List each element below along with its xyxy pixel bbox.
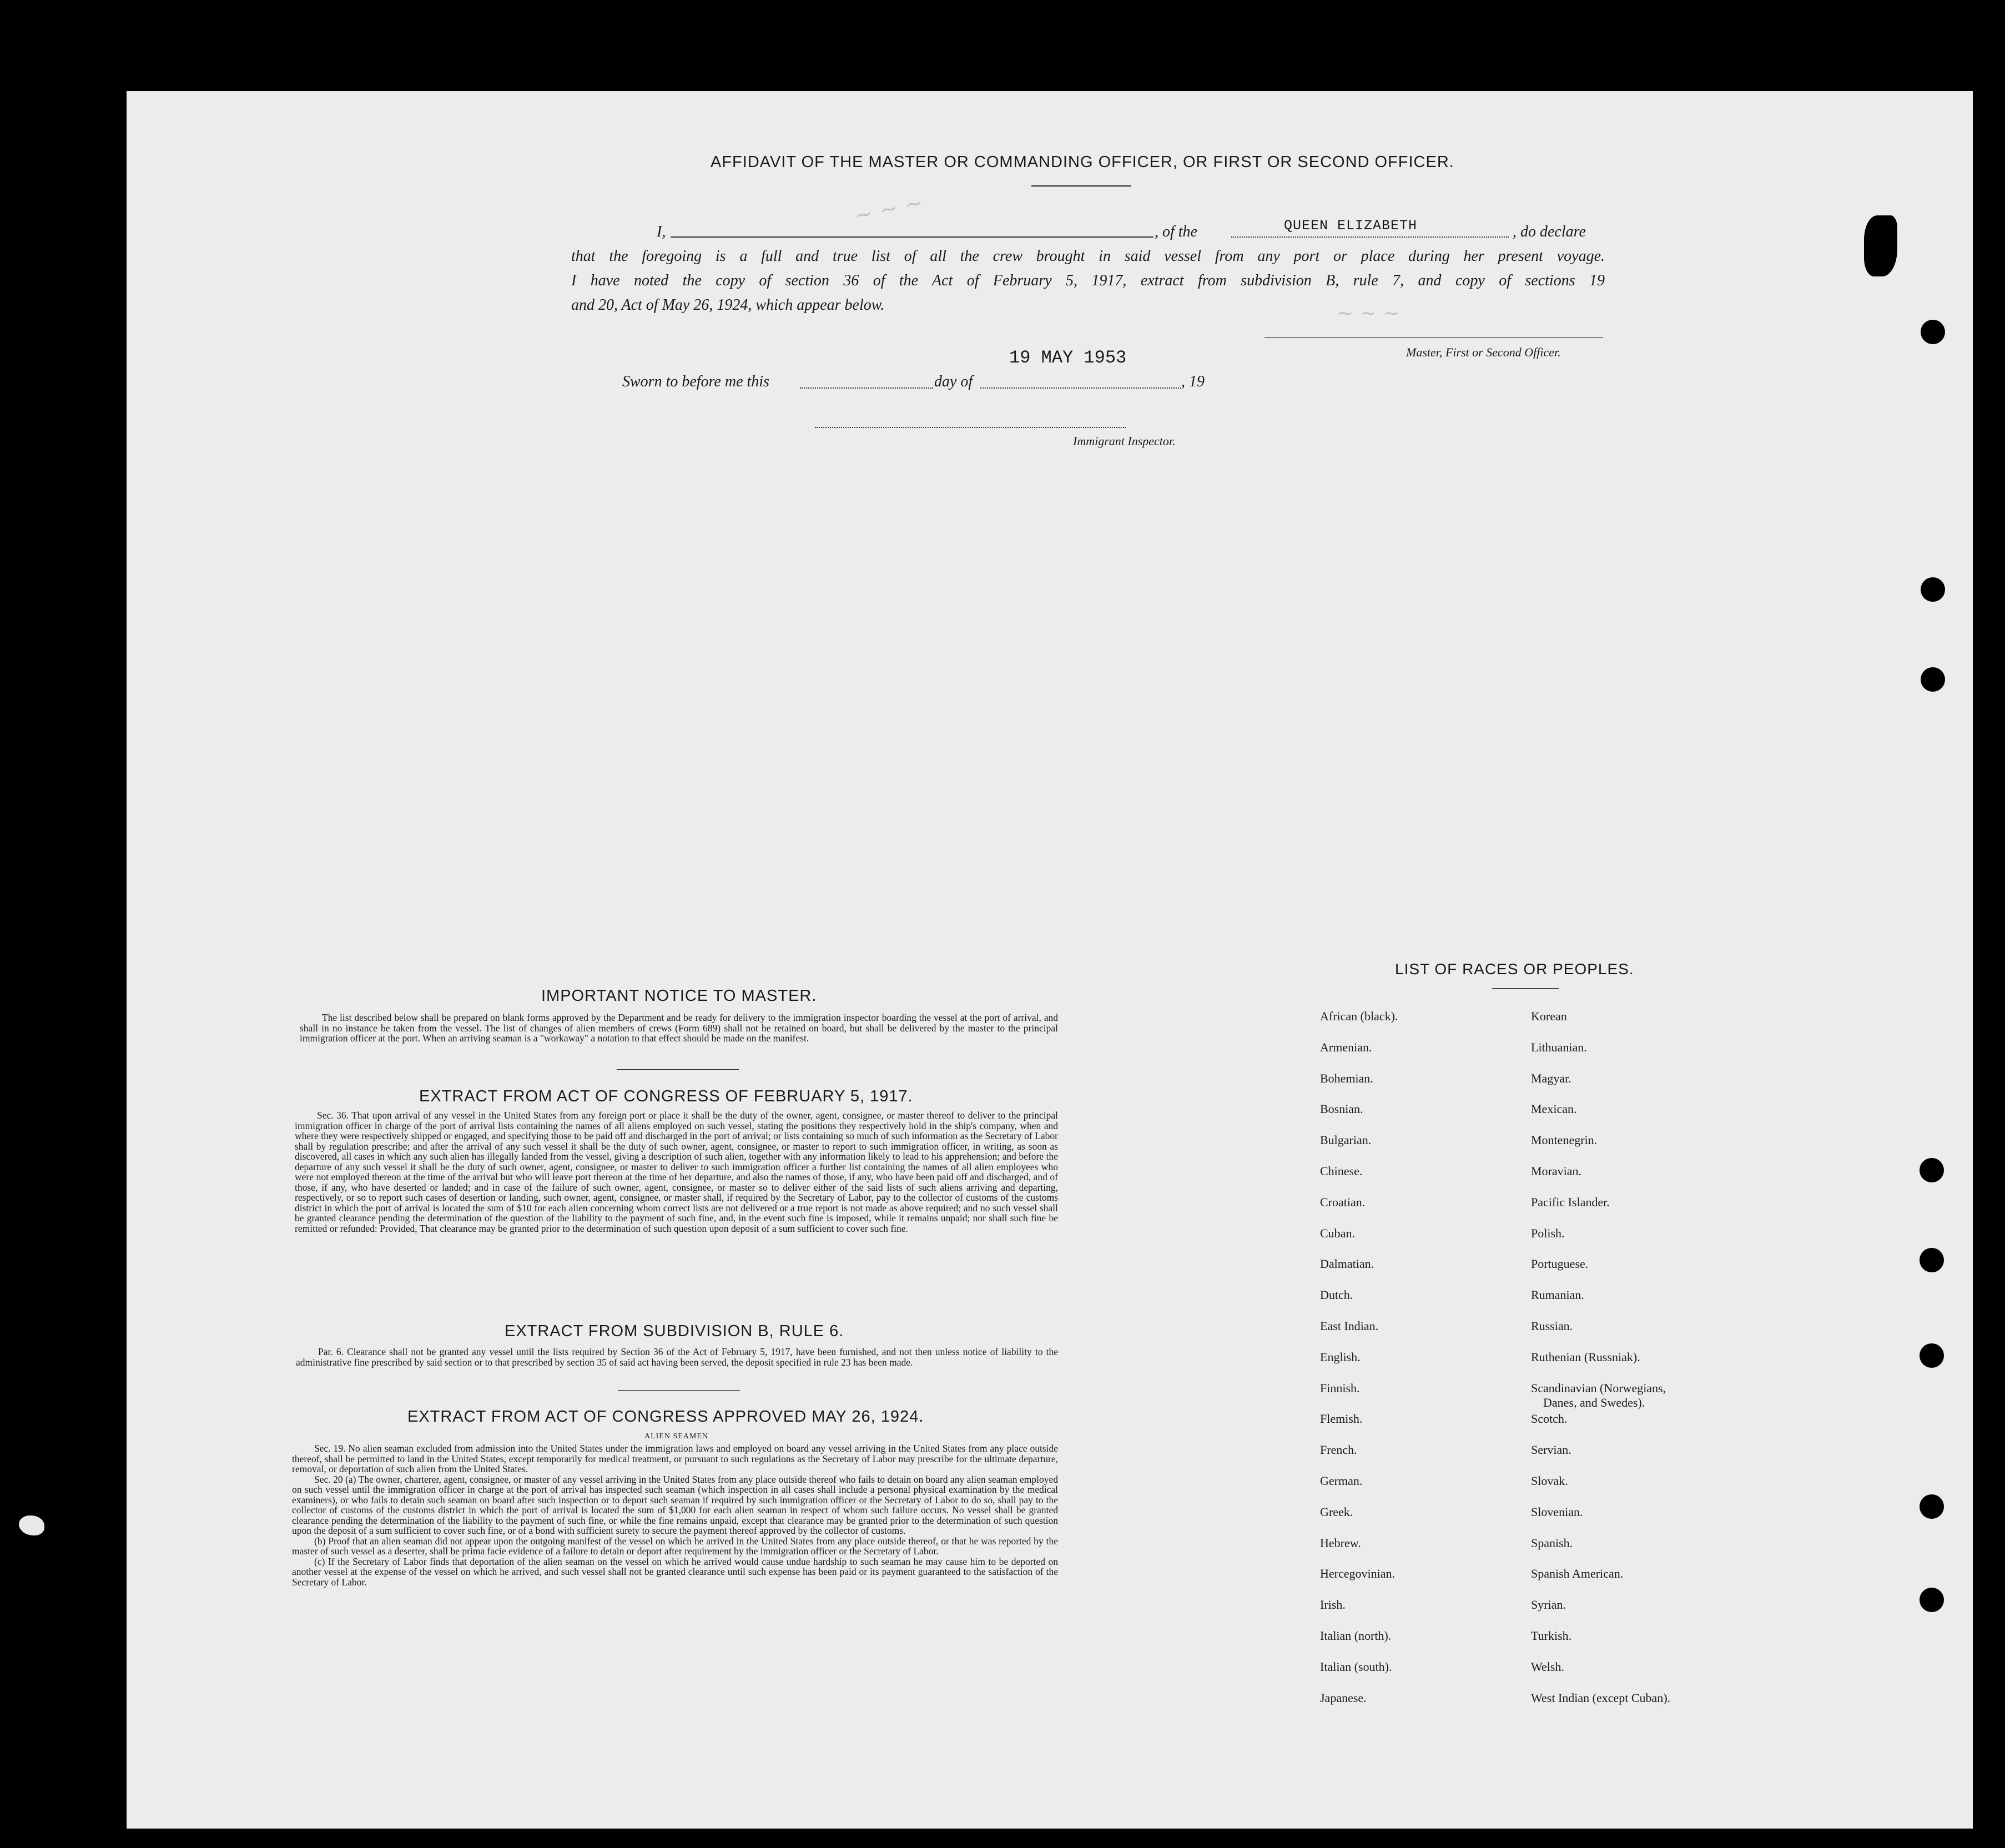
race-item: Pacific Islander. <box>1531 1195 1610 1209</box>
rule-6-body: Par. 6. Clearance shall not be granted any vessel until the lists required by Section 36 of the Act of February 5, 1917, have been furnished, and not then unless notice of liability to the administrative fine prescribed by said section or to that prescribed by section 35 of said act having been served, the deposit specified in rule 23 has been made. <box>296 1346 1058 1368</box>
paper-scrap <box>19 1515 44 1535</box>
binder-hole <box>1920 1158 1944 1182</box>
race-item: Hercegovinian. <box>1320 1567 1395 1581</box>
race-item: African (black). <box>1320 1009 1398 1023</box>
race-item: West Indian (except Cuban). <box>1531 1690 1671 1705</box>
declaration-line-3: I have noted the copy of section 36 of the Act of February 5, 1917, extract from subdivision B, rule 7, and copy of sections 19 <box>571 272 1605 289</box>
master-signature: ~ ~ ~ <box>852 189 926 229</box>
race-item: Portuguese. <box>1531 1257 1589 1271</box>
race-item: Armenian. <box>1320 1040 1372 1054</box>
notice-divider <box>617 1069 739 1070</box>
extract-1924-sec-20c: (c) If the Secretary of Labor finds that deportation of the alien seaman on the vessel on which he arrived would cause undue hardship to such seaman he may cause him to be deported on another vessel at the expense of the vessel on which he arrived, and such vessel shall not be granted clearance until such expense has been paid or its payment guaranteed to the satisfaction of the Secretary of Labor. <box>292 1555 1058 1588</box>
binder-hole <box>1921 667 1945 692</box>
binder-hole <box>1921 320 1945 344</box>
race-item: Slovenian. <box>1531 1504 1583 1519</box>
race-item: Slovak. <box>1531 1474 1568 1488</box>
binder-hole <box>1920 1588 1944 1612</box>
declaration-do-declare: , do declare <box>1513 223 1586 240</box>
race-item: Dutch. <box>1320 1288 1353 1302</box>
rule-6-divider <box>618 1390 740 1391</box>
affidavit-page <box>127 91 1973 1829</box>
races-title: LIST OF RACES OR PEOPLES. <box>1395 960 1634 978</box>
title-underline <box>1031 185 1131 187</box>
race-item: Irish. <box>1320 1598 1346 1612</box>
extract-1924-sec-19: Sec. 19. No alien seaman excluded from admission into the United States under the immigration laws and employed on board any vessel arriving in the United States from any place outside thereof, shall be permitted to land in the United States, except temporarily for medical treatment, or pursuant to such regulations as the Secretary of Labor may prescribe for the ultimate departure, removal, or deportation of such alien from the United States. <box>292 1443 1058 1474</box>
binder-hole <box>1920 1343 1944 1368</box>
alien-seamen-subtitle: ALIEN SEAMEN <box>644 1432 709 1441</box>
name-blank-line <box>671 236 1153 238</box>
race-item: Croatian. <box>1320 1195 1366 1209</box>
sworn-day-of: day of <box>934 373 973 390</box>
race-item: Italian (north). <box>1320 1629 1392 1643</box>
vessel-name: QUEEN ELIZABETH <box>1284 218 1418 234</box>
extract-1924-body <box>292 1443 1058 1587</box>
declaration-line-4: and 20, Act of May 26, 1924, which appear below. <box>571 296 885 314</box>
binder-hole <box>1921 577 1945 602</box>
race-item: Bohemian. <box>1320 1071 1373 1085</box>
race-item: East Indian. <box>1320 1319 1379 1333</box>
race-item: Spanish. <box>1531 1535 1573 1550</box>
race-item: Turkish. <box>1531 1629 1572 1643</box>
sworn-year: , 19 <box>1181 373 1205 390</box>
race-item: Servian. <box>1531 1443 1571 1457</box>
notice-body: The list described below shall be prepared on blank forms approved by the Department and be ready for delivery to the immigration inspector boarding the vessel at the port of arrival, and shall in no instance be taken from the vessel. The list of changes of alien members of crews (Form 689) shall not be retained on board, but shall be delivered by the master to the principal immigration officer at the port. When an arriving seaman is a "workaway" a notation to that effect should be made on the manifest. <box>300 1012 1058 1044</box>
race-item: Dalmatian. <box>1320 1257 1374 1271</box>
race-item: Russian. <box>1531 1319 1573 1333</box>
race-item: Finnish. <box>1320 1381 1360 1395</box>
race-item: Cuban. <box>1320 1226 1355 1240</box>
extract-1917-body: Sec. 36. That upon arrival of any vessel in the United States from any foreign port or place it shall be the duty of the owner, agent, consignee, or master thereof to deliver to the principal immigration officer in charge of the port of arrival lists containing the names of all aliens employed on such vessel, stating the positions they respectively hold in the ship's company, when and where they were respectively shipped or engaged, and specifying those to be paid off and discharged in the port of arrival; or lists containing so much of such information as the Secretary of Labor shall by regulation prescribe; and after the arrival of any such vessel it shall be the duty of such owner, agent, consignee, or master to report to such immigration officer, in writing, as soon as discovered, all cases in which any such alien has illegally landed from the vessel, giving a description of such alien, together with any information likely to lead to his apprehension; and before the departure of any such vessel it shall be the duty of such owner, agent, consignee, or master to deliver to such immigration officer a further list containing the names of all alien employees who were not employed thereon at the time of the arrival but who will leave port thereon at the time of her departure, and also the names of those, if any, who have been paid off and discharged, and of those, if any, who have deserted or landed; and in case of the failure of such owner, agent, consignee, or master so to deliver either of the said lists of such aliens arriving and departing, respectively, or so to report such cases of desertion or landing, such owner, agent, consignee, or master shall, if required by the Secretary of Labor, pay to the collector of customs of the customs district in which the port of arrival is located the sum of $10 for each alien concerning whom correct lists are not delivered or a true report is not made as above required; and no such vessel shall be granted clearance pending the determination of the question of the liability to the payment of such fine, and, in the event such fine is imposed, while it remains unpaid; nor shall such fine be remitted or refunded: Provided, That clearance may be granted prior to the determination of such question upon deposit of a sum sufficient to cover such fine. <box>295 1110 1058 1234</box>
race-item: Welsh. <box>1531 1659 1564 1674</box>
binder-hole <box>1920 1248 1944 1272</box>
race-item: Japanese. <box>1320 1690 1367 1705</box>
race-item: Italian (south). <box>1320 1659 1392 1674</box>
race-item: Hebrew. <box>1320 1535 1361 1550</box>
race-item: Greek. <box>1320 1504 1353 1519</box>
race-item: Scotch. <box>1531 1412 1568 1426</box>
declaration-of-the: , of the <box>1155 223 1197 240</box>
officer-signature: ~ ~ ~ <box>1337 302 1400 325</box>
race-item: Scandinavian (Norwegians, <box>1531 1381 1666 1395</box>
binder-hole <box>1920 1494 1944 1519</box>
master-caption: Master, First or Second Officer. <box>1406 345 1561 359</box>
race-item: Magyar. <box>1531 1071 1571 1085</box>
extract-1924-sec-20b: (b) Proof that an alien seaman did not appear upon the outgoing manifest of the vessel on which he arrived in the United States from any place outside thereof, or that he was reported by the master of such vessel as a deserter, shall be prima facie evidence of a failure to detain or deport after requirement by the immigration officer or the Secretary of Labor. <box>292 1535 1058 1557</box>
master-signature-line <box>1265 337 1603 338</box>
race-item: Korean <box>1531 1009 1567 1023</box>
declaration-line-2: that the foregoing is a full and true list of all the crew brought in said vessel from any port or place during her present voyage. <box>571 248 1605 265</box>
race-item: Syrian. <box>1531 1598 1566 1612</box>
race-item: French. <box>1320 1443 1357 1457</box>
extract-1924-sec-20a: Sec. 20 (a) The owner, charterer, agent, consignee, or master of any vessel arriving in the United States from any place outside thereof who fails to detain on board any alien seaman employed on such vessel until the immigration officer in charge at the port of arrival has inspected such seaman (which inspection in all cases shall include a personal physical examination by the medical examiners), or who fails to detain such seaman on board after such inspection or to deport such seaman if required by such immigration officer or the Secretary of Labor to do so, shall pay to the collector of customs of the customs district in which the port of arrival is located the sum of $1,000 for each alien seaman in respect of whom such failure occurs. No vessel shall be granted clearance pending the determination of the liability to the payment of such fine, or while the fine remains unpaid, except that clearance may be granted prior to the determination of such question upon the deposit of a sum sufficient to cover such fine, or of a bond with sufficient surety to secure the payment thereof approved by the collector of customs. <box>292 1473 1058 1536</box>
race-item: Polish. <box>1531 1226 1565 1240</box>
extract-1917-title: EXTRACT FROM ACT OF CONGRESS OF FEBRUARY 5, 1917. <box>419 1087 913 1105</box>
date-stamp: 19 MAY 1953 <box>1009 348 1127 368</box>
races-underline <box>1492 988 1559 989</box>
rule-6-title: EXTRACT FROM SUBDIVISION B, RULE 6. <box>505 1322 844 1340</box>
vessel-blank-line <box>1231 236 1509 238</box>
race-item: English. <box>1320 1350 1361 1364</box>
race-item: Lithuanian. <box>1531 1040 1587 1054</box>
race-item: Ruthenian (Russniak). <box>1531 1350 1640 1364</box>
notice-title: IMPORTANT NOTICE TO MASTER. <box>541 987 817 1005</box>
race-item: Bosnian. <box>1320 1102 1363 1116</box>
inspector-signature-line <box>815 427 1126 428</box>
race-item: Bulgarian. <box>1320 1133 1372 1147</box>
race-item: Chinese. <box>1320 1164 1363 1178</box>
declaration-i: I, <box>657 223 666 240</box>
race-item: Mexican. <box>1531 1102 1577 1116</box>
affidavit-title: AFFIDAVIT OF THE MASTER OR COMMANDING OFFICER, OR FIRST OR SECOND OFFICER. <box>711 153 1454 171</box>
race-item: Rumanian. <box>1531 1288 1584 1302</box>
sworn-month-line <box>980 387 1181 389</box>
inspector-caption: Immigrant Inspector. <box>1073 434 1176 448</box>
race-item: Flemish. <box>1320 1412 1363 1426</box>
race-scandinavian-continued: Danes, and Swedes). <box>1543 1396 1645 1409</box>
race-item: Moravian. <box>1531 1164 1582 1178</box>
torn-corner-mark <box>1864 215 1897 276</box>
race-item: Spanish American. <box>1531 1567 1624 1581</box>
race-item: German. <box>1320 1474 1363 1488</box>
sworn-label: Sworn to before me this <box>622 373 769 390</box>
extract-1924-title: EXTRACT FROM ACT OF CONGRESS APPROVED MAY 26, 1924. <box>407 1408 924 1426</box>
sworn-day-line <box>800 387 933 389</box>
race-item: Montenegrin. <box>1531 1133 1598 1147</box>
